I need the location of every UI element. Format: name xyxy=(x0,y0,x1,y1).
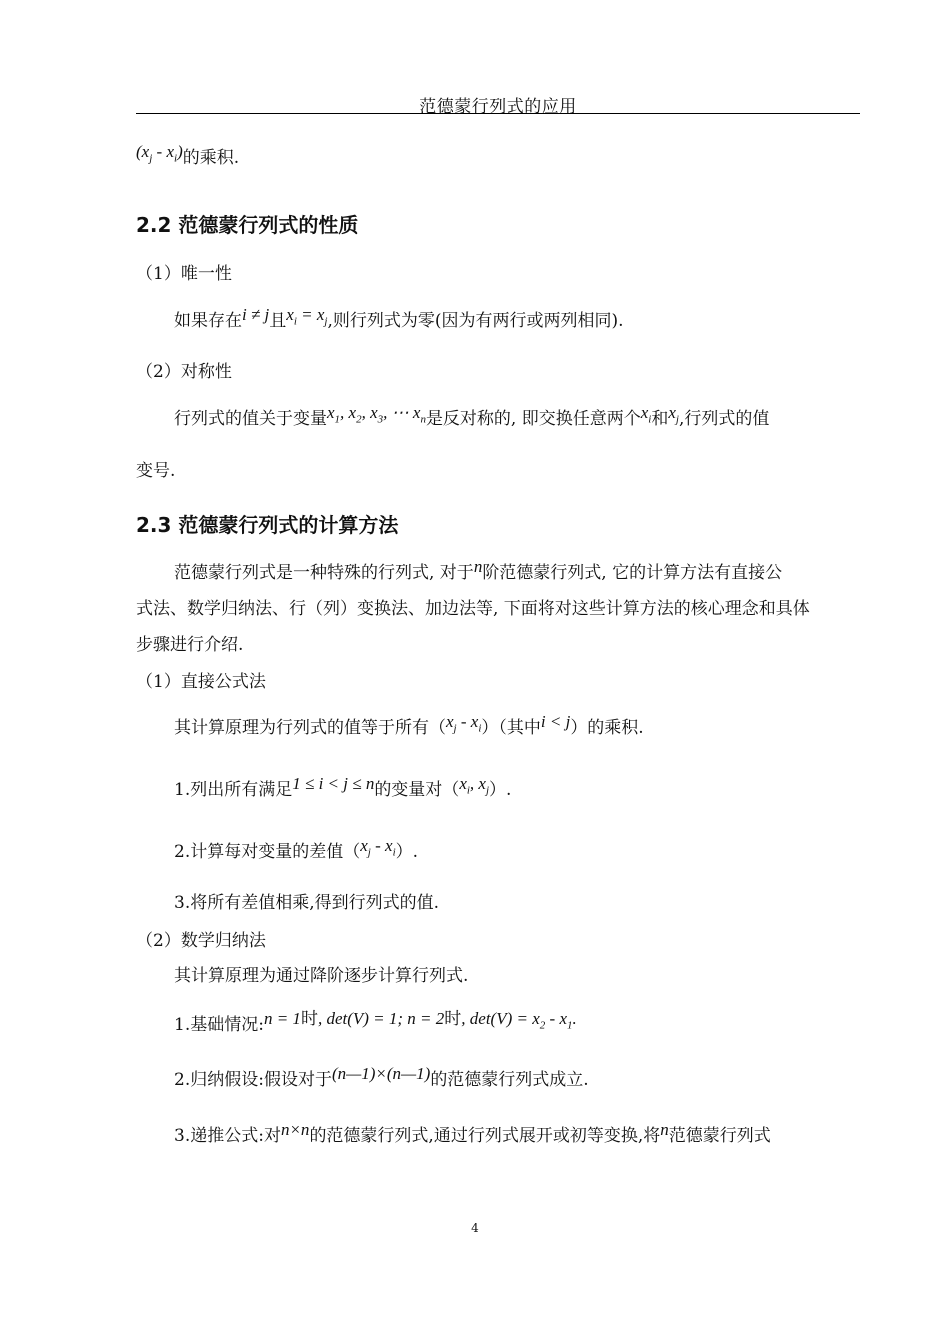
text-line: 3.将所有差值相乘,得到行列式的值. xyxy=(174,893,440,913)
formula-difference: $x_j - x_i$ xyxy=(360,836,396,859)
formula-xj-minus-xi: $x_j - x_i$ xyxy=(446,712,482,735)
formula-xj: $x_j$ xyxy=(668,403,679,426)
text-line: 步骤进行介绍. xyxy=(136,635,244,655)
formula-index-range: 1 ≤ i < j ≤ n xyxy=(292,774,375,793)
formula-xi: $x_i$ xyxy=(640,403,652,426)
text-line: 范德蒙行列式是一种特殊的行列式, 对于n阶范德蒙行列式, 它的计算方法有直接公 xyxy=(174,557,783,583)
running-header: 范德蒙行列式的应用 xyxy=(419,97,577,117)
formula-i-lt-j: i < j xyxy=(540,712,571,731)
section-heading-2-3: 2.3 范德蒙行列式的计算方法 xyxy=(136,513,399,537)
text-line: 变号. xyxy=(136,461,176,481)
formula-pair: $x_i$, $x_j$ xyxy=(459,774,490,797)
header-rule xyxy=(136,113,860,114)
formula-n: n xyxy=(660,1120,669,1139)
text-line: 1.基础情况:n = 1时, det(V) = 1; n = 2时, $\det(V) = x_2 - x_1$. xyxy=(174,1009,577,1035)
formula-xj-minus-xi: $(x_j - x_i)$ xyxy=(136,142,183,165)
formula-n: n xyxy=(473,557,483,576)
text-line: $(x_j - x_i)$的乘积. xyxy=(136,142,240,168)
subsection-symmetry: （2）对称性 xyxy=(136,362,232,382)
formula-n-minus-1-size: (n—1)×(n—1) xyxy=(331,1064,431,1083)
section-heading-2-2: 2.2 范德蒙行列式的性质 xyxy=(136,213,359,237)
text-line: 1.列出所有满足1 ≤ i < j ≤ n的变量对（$x_i$, $x_j$）. xyxy=(174,774,512,800)
text-line: 2.归纳假设:假设对于(n—1)×(n—1)的范德蒙行列式成立. xyxy=(174,1064,589,1090)
formula-variables: $x_1$, $x_2$, $x_3$, ⋯ $x_n$ xyxy=(327,403,426,426)
subsection-direct-formula: （1）直接公式法 xyxy=(136,672,266,692)
text-line: 2.计算每对变量的差值$(x_j - x_i)$. xyxy=(174,836,419,862)
subsection-uniqueness: （1）唯一性 xyxy=(136,264,232,284)
text-line: 3.递推公式:对n×n的范德蒙行列式,通过行列式展开或初等变换,将n范德蒙行列式 xyxy=(174,1120,771,1146)
text-line: 其计算原理为通过降阶逐步计算行列式. xyxy=(174,966,469,986)
formula-n-times-n: n×n xyxy=(280,1120,310,1139)
formula-i-neq-j: i ≠ j xyxy=(242,305,270,324)
page-number: 4 xyxy=(471,1221,479,1235)
formula-xi-eq-xj: $x_i = x_j$ xyxy=(286,305,328,328)
text-line: 行列式的值关于变量$x_1$, $x_2$, $x_3$, ⋯ $x_n$是反对称的, 即交换任意两个$x_i$和$x_j$,行列式的值 xyxy=(174,403,770,429)
text-line: 式法、数学归纳法、行（列）变换法、加边法等, 下面将对这些计算方法的核心理念和具体 xyxy=(136,599,810,619)
text-line: 其计算原理为行列式的值等于所有$(x_j - x_i)$（其中i < j）的乘积. xyxy=(174,712,644,738)
formula-base-cases: n = 1时, det(V) = 1; n = 2时, $\det(V) = x_2 - x_1$. xyxy=(263,1009,577,1032)
text-line: 如果存在i ≠ j且$x_i = x_j$,则行列式为零(因为有两行或两列相同). xyxy=(174,305,624,331)
subsection-induction: （2）数学归纳法 xyxy=(136,931,266,951)
